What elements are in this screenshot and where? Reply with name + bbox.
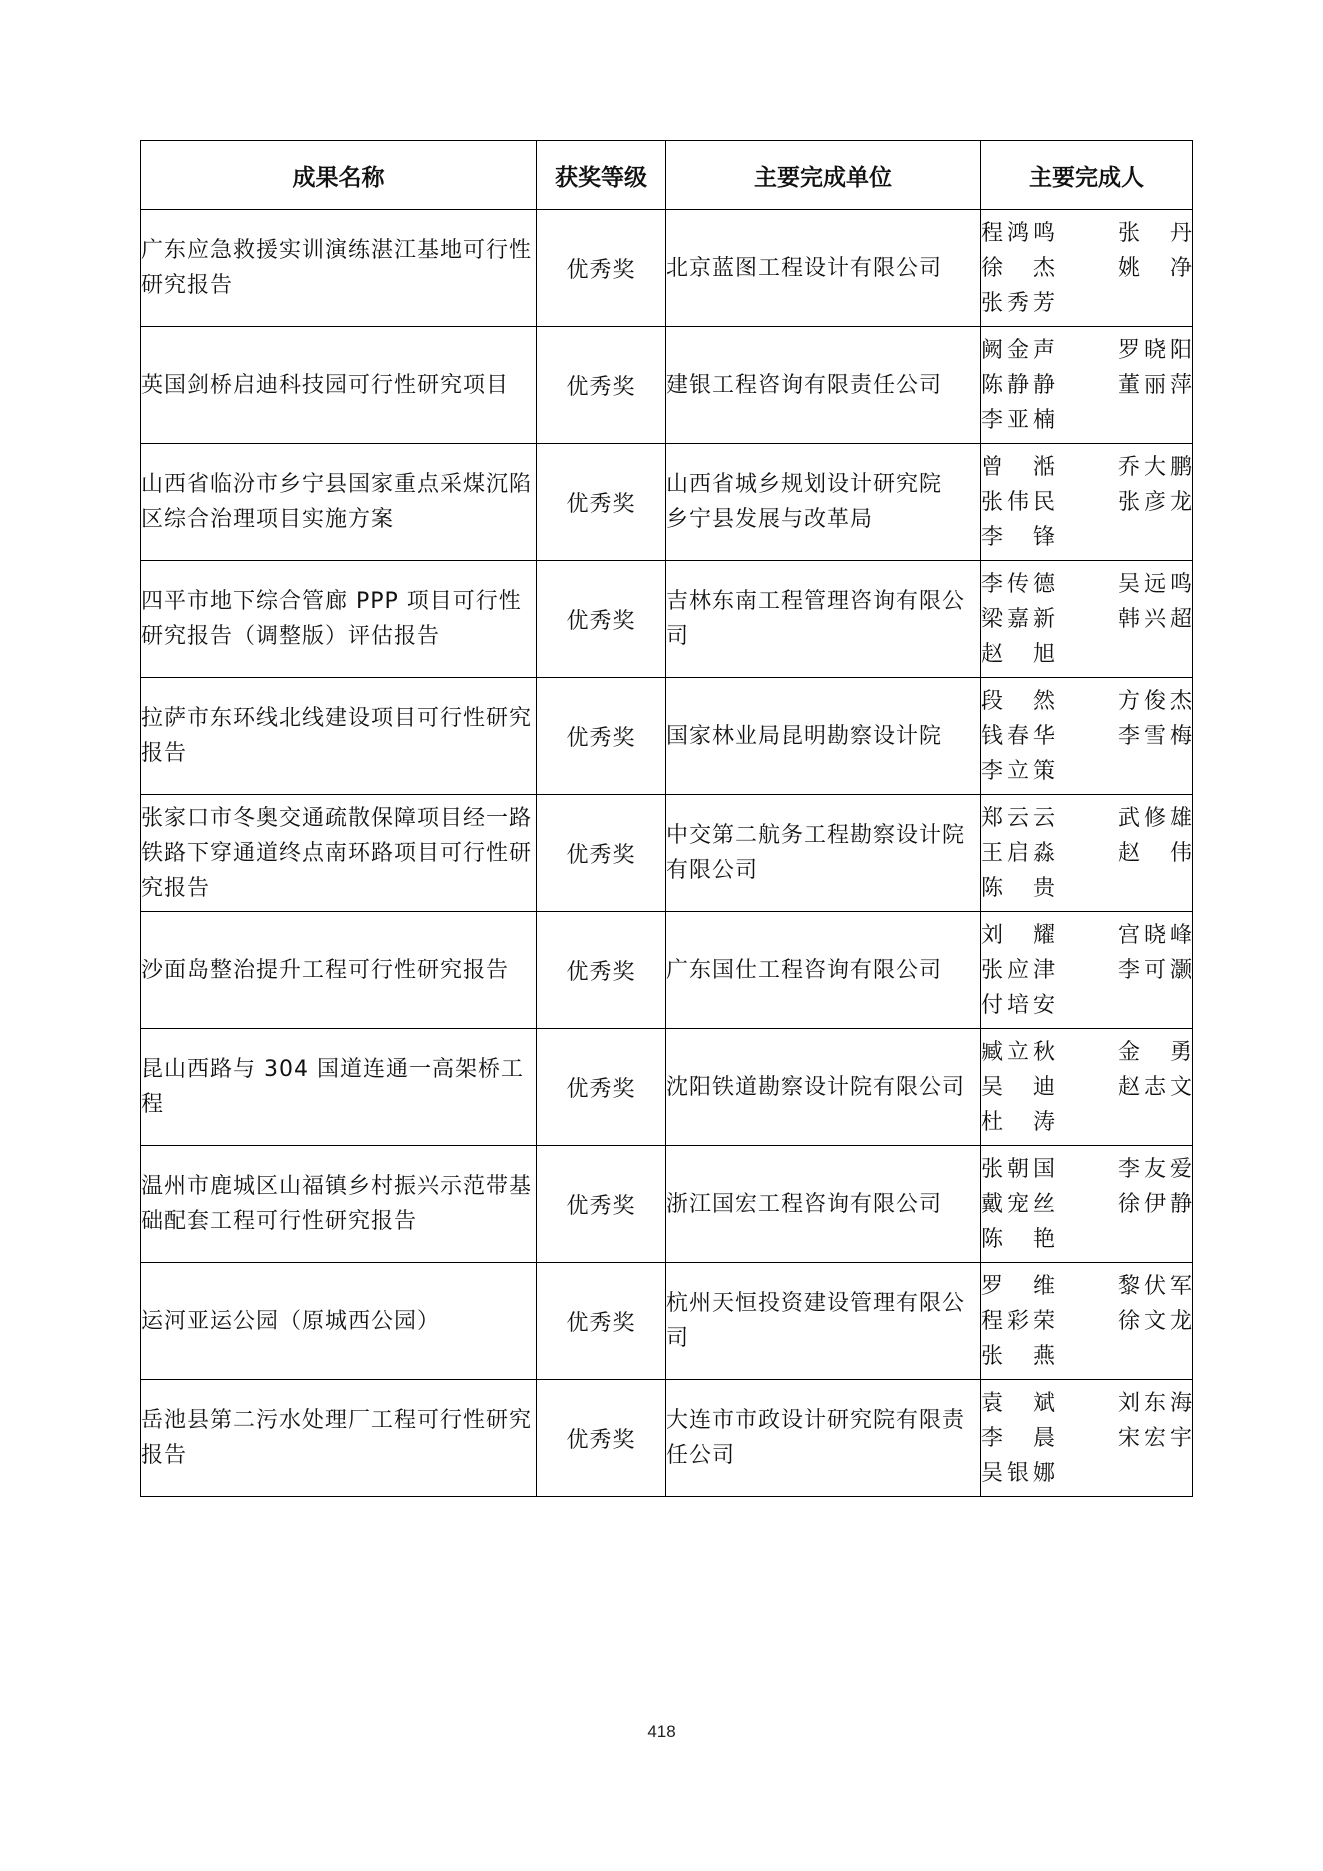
person-name: 陈 艳 [981,1226,1055,1252]
table-row [141,912,1193,1029]
person-name: 李亚楠 [981,407,1055,433]
table-header-row [141,141,1193,210]
people-line [981,1456,1192,1491]
award-level-cell: 优秀奖 [537,327,666,444]
person-name: 张 丹 [1118,220,1192,246]
person-name: 姚 净 [1118,255,1192,281]
people-line [981,871,1192,906]
people-line [981,1339,1192,1374]
people-line [981,1035,1192,1070]
award-level-cell: 优秀奖 [537,912,666,1029]
project-name-cell: 四平市地下综合管廊 PPP 项目可行性研究报告（调整版）评估报告 [141,561,537,678]
header-main-unit: 主要完成单位 [666,141,981,210]
person-name: 郑云云 [981,805,1055,831]
main-unit-cell [666,327,981,444]
project-name-cell: 沙面岛整治提升工程可行性研究报告 [141,912,537,1029]
person-name: 宋宏宇 [1118,1425,1192,1451]
table-row [141,678,1193,795]
main-unit-cell [666,795,981,912]
unit-name: 山西省城乡规划设计研究院 [666,472,943,497]
people-line [981,450,1192,485]
main-people-cell [981,561,1193,678]
main-people-cell [981,912,1193,1029]
table-row [141,1029,1193,1146]
person-name: 李立策 [981,758,1055,784]
person-name: 陈 贵 [981,875,1055,901]
person-name: 张伟民 [981,489,1055,515]
table-row [141,1380,1193,1497]
project-name-cell: 拉萨市东环线北线建设项目可行性研究报告 [141,678,537,795]
award-level-cell: 优秀奖 [537,1029,666,1146]
main-unit-cell [666,1263,981,1380]
people-line [981,286,1192,321]
people-line [981,485,1192,520]
award-level-cell: 优秀奖 [537,1380,666,1497]
main-people-cell [981,444,1193,561]
person-name: 徐 杰 [981,255,1055,281]
unit-name: 吉林东南工程管理咨询有限公司 [666,589,966,649]
person-name: 臧立秋 [981,1039,1055,1065]
person-name: 方俊杰 [1118,688,1192,714]
person-name: 阙金声 [981,337,1055,363]
people-line [981,368,1192,403]
people-line [981,953,1192,988]
people-line [981,1386,1192,1421]
main-people-cell [981,1380,1193,1497]
table-row [141,795,1193,912]
unit-name: 广东国仕工程咨询有限公司 [666,957,943,983]
people-line [981,1222,1192,1257]
people-line [981,684,1192,719]
main-unit-cell [666,678,981,795]
person-name: 刘 耀 [981,922,1055,948]
people-line [981,1187,1192,1222]
person-name: 韩兴超 [1118,606,1192,632]
person-name: 徐伊静 [1118,1191,1192,1217]
header-project-name: 成果名称 [141,141,537,210]
main-unit-cell [666,1146,981,1263]
people-line [981,719,1192,754]
person-name: 罗晓阳 [1118,337,1192,363]
project-name-cell: 张家口市冬奥交通疏散保障项目经一路铁路下穿通道终点南环路项目可行性研究报告 [141,795,537,912]
main-people-cell [981,795,1193,912]
table-row [141,1263,1193,1380]
people-line [981,1105,1192,1140]
person-name: 赵志文 [1118,1074,1192,1100]
unit-name: 乡宁县发展与改革局 [666,507,874,532]
person-name: 刘东海 [1118,1390,1192,1416]
table-body [141,210,1193,1497]
person-name: 王启淼 [981,840,1055,866]
person-name: 李 晨 [981,1425,1055,1451]
people-line [981,520,1192,555]
people-line [981,1304,1192,1339]
main-unit-cell [666,210,981,327]
awards-table [140,140,1193,1497]
people-line [981,1269,1192,1304]
person-name: 张彦龙 [1118,489,1192,515]
main-unit-cell [666,1380,981,1497]
person-name: 李雪梅 [1118,723,1192,749]
award-level-cell: 优秀奖 [537,1146,666,1263]
person-name: 戴宠丝 [981,1191,1055,1217]
unit-name: 杭州天恒投资建设管理有限公司 [666,1291,966,1351]
main-unit-cell [666,444,981,561]
person-name: 张朝国 [981,1156,1055,1182]
people-line [981,754,1192,789]
unit-name: 建银工程咨询有限责任公司 [666,372,943,398]
person-name: 张秀芳 [981,290,1055,316]
person-name: 吴远鸣 [1118,571,1192,597]
person-name: 赵 旭 [981,641,1055,667]
person-name: 李传德 [981,571,1055,597]
unit-name: 国家林业局昆明勘察设计院 [666,723,943,749]
project-name-cell: 英国剑桥启迪科技园可行性研究项目 [141,327,537,444]
person-name: 武修雄 [1118,805,1192,831]
unit-name: 北京蓝图工程设计有限公司 [666,255,943,281]
award-level-cell: 优秀奖 [537,795,666,912]
person-name: 李可灏 [1118,957,1192,983]
project-name-cell: 运河亚运公园（原城西公园） [141,1263,537,1380]
award-level-cell: 优秀奖 [537,1263,666,1380]
person-name: 梁嘉新 [981,606,1055,632]
person-name: 董丽萍 [1118,372,1192,398]
main-people-cell [981,210,1193,327]
person-name: 吴银娜 [981,1460,1055,1486]
person-name: 陈静静 [981,372,1055,398]
unit-name: 中交第二航务工程勘察设计院有限公司 [666,823,966,883]
project-name-cell: 昆山西路与 304 国道连通一高架桥工程 [141,1029,537,1146]
person-name: 赵 伟 [1118,840,1192,866]
unit-name: 大连市市政设计研究院有限责任公司 [666,1408,966,1468]
people-line [981,637,1192,672]
people-line [981,1152,1192,1187]
project-name-cell: 山西省临汾市乡宁县国家重点采煤沉陷区综合治理项目实施方案 [141,444,537,561]
person-name: 罗 维 [981,1273,1055,1299]
award-level-cell: 优秀奖 [537,444,666,561]
person-name: 张应津 [981,957,1055,983]
person-name: 程彩荣 [981,1308,1055,1334]
main-people-cell [981,327,1193,444]
project-name-cell: 岳池县第二污水处理厂工程可行性研究报告 [141,1380,537,1497]
project-name-cell: 广东应急救援实训演练湛江基地可行性研究报告 [141,210,537,327]
person-name: 徐文龙 [1118,1308,1192,1334]
award-level-cell: 优秀奖 [537,210,666,327]
main-people-cell [981,1263,1193,1380]
people-line [981,567,1192,602]
table-row [141,327,1193,444]
person-name: 宫晓峰 [1118,922,1192,948]
person-name: 付培安 [981,992,1055,1018]
header-award-level: 获奖等级 [537,141,666,210]
table-row [141,210,1193,327]
unit-name: 浙江国宏工程咨询有限公司 [666,1191,943,1217]
person-name: 钱春华 [981,723,1055,749]
main-people-cell [981,678,1193,795]
main-people-cell [981,1146,1193,1263]
people-line [981,403,1192,438]
person-name: 袁 斌 [981,1390,1055,1416]
person-name: 乔大鹏 [1118,454,1192,480]
people-line [981,251,1192,286]
people-line [981,216,1192,251]
people-line [981,602,1192,637]
page-number: 418 [647,1722,676,1741]
person-name: 金 勇 [1118,1039,1192,1065]
header-main-people: 主要完成人 [981,141,1193,210]
person-name: 程鸿鸣 [981,220,1055,246]
person-name: 吴 迪 [981,1074,1055,1100]
award-level-cell: 优秀奖 [537,678,666,795]
people-line [981,918,1192,953]
award-level-cell: 优秀奖 [537,561,666,678]
table-row [141,444,1193,561]
person-name: 李 锋 [981,524,1055,550]
person-name: 杜 涛 [981,1109,1055,1135]
person-name: 张 燕 [981,1343,1055,1369]
people-line [981,1421,1192,1456]
person-name: 曾 湉 [981,454,1055,480]
main-unit-cell [666,561,981,678]
project-name-cell: 温州市鹿城区山福镇乡村振兴示范带基础配套工程可行性研究报告 [141,1146,537,1263]
unit-name: 沈阳铁道勘察设计院有限公司 [666,1074,966,1100]
person-name: 段 然 [981,688,1055,714]
person-name: 黎伏军 [1118,1273,1192,1299]
people-line [981,333,1192,368]
people-line [981,1070,1192,1105]
main-people-cell [981,1029,1193,1146]
people-line [981,801,1192,836]
main-unit-cell [666,1029,981,1146]
table-row [141,561,1193,678]
people-line [981,836,1192,871]
person-name: 李友爱 [1118,1156,1192,1182]
table-row [141,1146,1193,1263]
main-unit-cell [666,912,981,1029]
people-line [981,988,1192,1023]
